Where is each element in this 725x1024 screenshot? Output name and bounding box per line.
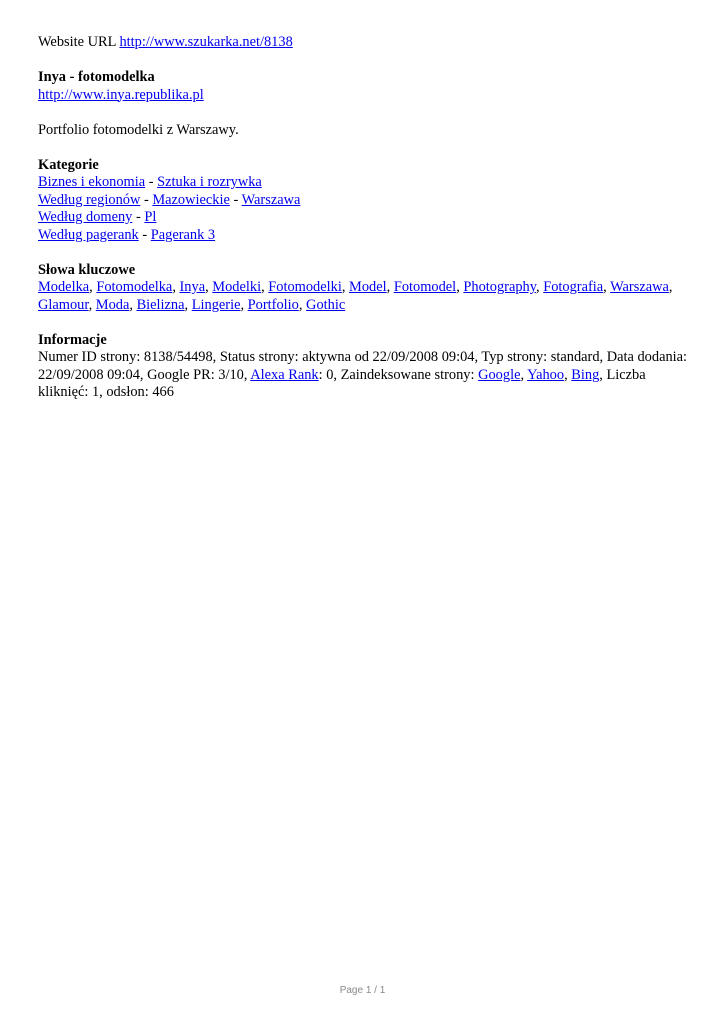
- category-separator: -: [140, 191, 153, 208]
- category-separator: -: [229, 191, 242, 208]
- keyword-link[interactable]: Lingerie: [191, 296, 241, 313]
- document-page: [38, 34, 688, 402]
- comma-separator: ,: [298, 296, 307, 313]
- category-separator: -: [132, 209, 145, 225]
- comma-separator: ,: [184, 296, 192, 313]
- bing-link[interactable]: Bing: [571, 366, 600, 383]
- keyword-link[interactable]: Modelki: [212, 279, 262, 295]
- info-heading: Informacje: [38, 331, 107, 348]
- spacer: [38, 104, 688, 122]
- comma-separator: ,: [172, 279, 180, 295]
- keyword-link[interactable]: Inya: [179, 279, 206, 295]
- keyword-link[interactable]: Moda: [95, 296, 130, 313]
- category-row: [38, 192, 688, 210]
- website-url-link[interactable]: http://www.szukarka.net/8138: [119, 34, 293, 50]
- keyword-link[interactable]: Fotomodel: [393, 279, 457, 295]
- comma-separator: ,: [599, 366, 607, 383]
- keyword-link[interactable]: Fotomodelka: [96, 279, 173, 295]
- comma-separator: ,: [536, 279, 544, 295]
- spacer: [38, 52, 688, 70]
- keyword-link[interactable]: Glamour: [38, 296, 89, 313]
- comma-separator: ,: [89, 279, 97, 295]
- keyword-link[interactable]: Model: [349, 279, 387, 295]
- comma-separator: ,: [261, 279, 269, 295]
- comma-separator: ,: [564, 366, 572, 383]
- info-text-1: Numer ID strony: 8138/54498, Status strony: aktywna od 22/09/2008 09:04, Typ strony: standard, Data dodania: 22/09/2008 09:04, Google PR: 3/10,: [38, 349, 688, 383]
- category-link[interactable]: Sztuka i rozrywka: [157, 174, 262, 190]
- keyword-link[interactable]: Bielizna: [136, 296, 185, 313]
- keyword-link[interactable]: Modelka: [38, 279, 90, 295]
- comma-separator: ,: [456, 279, 464, 295]
- keyword-link[interactable]: Photography: [463, 279, 537, 295]
- category-row: [38, 209, 688, 227]
- categories-list: [38, 174, 688, 244]
- category-row: [38, 174, 688, 192]
- yahoo-link[interactable]: Yahoo: [527, 366, 565, 383]
- info-text-2: : 0, Zaindeksowane strony:: [318, 366, 479, 383]
- site-description: Portfolio fotomodelki z Warszawy.: [38, 121, 239, 138]
- site-title: Inya - fotomodelka: [38, 69, 155, 85]
- website-url-label: Website URL: [38, 34, 116, 50]
- site-url-link[interactable]: http://www.inya.republika.pl: [38, 86, 204, 103]
- category-link[interactable]: Biznes i ekonomia: [38, 174, 146, 190]
- info-text-3: Liczba kliknięć: 1, odsłon: 466: [38, 366, 646, 400]
- comma-separator: ,: [520, 366, 528, 383]
- page-number-footer: Page 1 / 1: [339, 985, 386, 996]
- category-link[interactable]: Według pagerank: [38, 226, 139, 243]
- keyword-link[interactable]: Fotografia: [543, 279, 604, 295]
- category-separator: -: [145, 174, 158, 190]
- category-link[interactable]: Mazowieckie: [152, 191, 230, 208]
- category-link[interactable]: Pagerank 3: [150, 226, 216, 243]
- comma-separator: ,: [88, 296, 96, 313]
- keywords-list: [38, 279, 688, 314]
- comma-separator: ,: [240, 296, 248, 313]
- comma-separator: ,: [386, 279, 394, 295]
- spacer: [38, 244, 688, 262]
- comma-separator: ,: [129, 296, 137, 313]
- spacer: [38, 314, 688, 332]
- category-link[interactable]: Warszawa: [241, 191, 301, 208]
- category-row: [38, 227, 688, 245]
- google-link[interactable]: Google: [478, 366, 521, 383]
- categories-heading: Kategorie: [38, 156, 99, 173]
- spacer: [38, 139, 688, 157]
- website-url-line: [38, 34, 688, 52]
- site-url-line: [38, 87, 688, 105]
- category-link[interactable]: Według domeny: [38, 209, 133, 225]
- category-link[interactable]: Pl: [144, 209, 157, 225]
- comma-separator: ,: [341, 279, 350, 295]
- info-paragraph: [38, 349, 688, 402]
- alexa-rank-link[interactable]: Alexa Rank: [250, 366, 319, 383]
- keyword-link[interactable]: Portfolio: [247, 296, 299, 313]
- comma-separator: ,: [603, 279, 611, 295]
- keyword-link[interactable]: Fotomodelki: [268, 279, 342, 295]
- keyword-link[interactable]: Gothic: [306, 296, 346, 313]
- keywords-heading: Słowa kluczowe: [38, 261, 136, 278]
- category-link[interactable]: Według regionów: [38, 191, 141, 208]
- comma-separator: ,: [668, 279, 673, 295]
- keyword-link[interactable]: Warszawa: [610, 279, 669, 295]
- comma-separator: ,: [205, 279, 213, 295]
- category-separator: -: [138, 226, 151, 243]
